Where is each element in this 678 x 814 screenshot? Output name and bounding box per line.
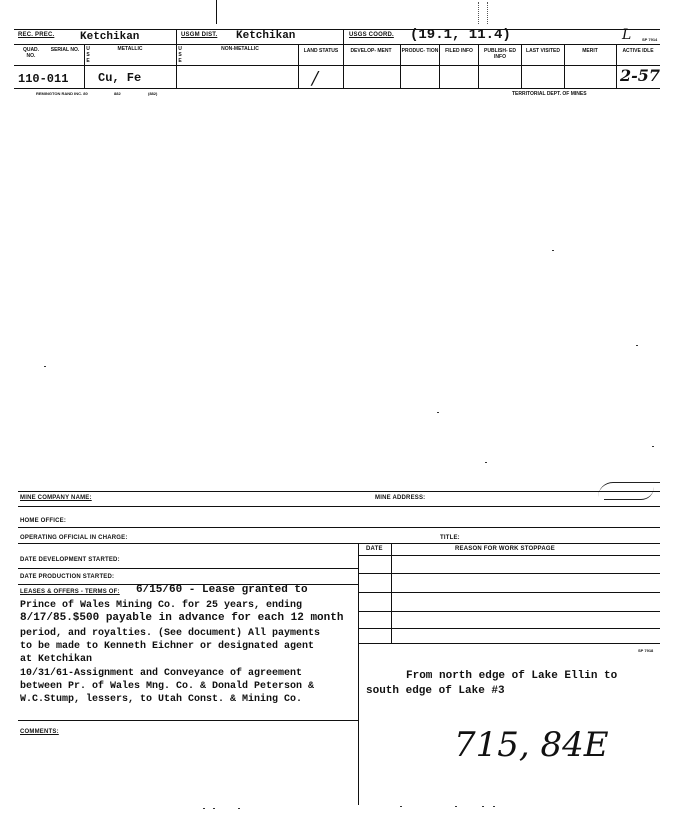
operating-official-label: OPERATING OFFICIAL IN CHARGE: xyxy=(20,535,128,541)
rec-prec-value: Ketchikan xyxy=(80,31,140,43)
record-land-status: / xyxy=(312,68,319,89)
title-label: TITLE: xyxy=(440,535,460,541)
col-merit: MERIT xyxy=(582,48,598,54)
col-serial-no: SERIAL NO. xyxy=(50,47,80,53)
lease-line-7: 10/31/61-Assignment and Conveyance of agreement xyxy=(20,668,303,679)
mine-company-label: MINE COMPANY NAME: xyxy=(20,495,92,501)
top-dotted-mark xyxy=(478,2,488,24)
lease-line-8: between Pr. of Wales Mng. Co. & Donald Peterson & xyxy=(20,681,315,692)
date-dev-label: DATE DEVELOPMENT STARTED: xyxy=(20,557,120,563)
form-code-bottom: SP 7918 xyxy=(638,648,654,653)
col-metallic: METALLIC xyxy=(117,46,143,52)
corner-mark: L xyxy=(622,27,632,43)
lease-line-2: Prince of Wales Mining Co. for 25 years, ending xyxy=(20,600,303,611)
col-filed-info: FILED INFO xyxy=(445,48,473,54)
usgs-coord-label: USGS COORD. xyxy=(349,32,394,38)
col-production: PRODUC- TION xyxy=(401,48,439,54)
printer-code: 882 xyxy=(114,91,121,96)
form-code-top: SP 7914 xyxy=(642,37,658,42)
record-quad-serial: 110-011 xyxy=(18,72,69,86)
reason-col-label: REASON FOR WORK STOPPAGE xyxy=(455,546,555,552)
col-non-metallic: NON-METALLIC xyxy=(221,46,259,52)
location-line-1: From north edge of Lake Ellin to xyxy=(406,670,618,682)
col-quad-no: QUAD. NO. xyxy=(22,47,40,59)
col-last-visited: LAST VISITED xyxy=(526,48,560,54)
comments-label: COMMENTS: xyxy=(20,729,59,735)
usgs-coord-value: (19.1, 11.4) xyxy=(410,27,511,43)
location-line-2: south edge of Lake #3 xyxy=(366,685,505,697)
rec-prec-label: REC. PREC. xyxy=(18,32,55,38)
lease-line-1: 6/15/60 - Lease granted to xyxy=(136,584,308,596)
record-active-idle: 2-57 xyxy=(620,66,661,85)
handwritten-number: 715, 84E xyxy=(454,725,609,765)
col-published-info: PUBLISH- ED INFO xyxy=(484,48,516,60)
col-development: DEVELOP- MENT xyxy=(350,48,392,54)
usgm-dist-label: USGM DIST. xyxy=(181,32,218,38)
usgm-dist-value: Ketchikan xyxy=(236,30,296,42)
lease-line-3: 8/17/85.$500 payable in advance for each 12 month xyxy=(20,612,344,624)
date-prod-label: DATE PRODUCTION STARTED: xyxy=(20,574,115,580)
printer-code-2: (882) xyxy=(148,91,158,96)
lease-line-6: at Ketchikan xyxy=(20,654,93,665)
date-col-label: DATE xyxy=(366,546,383,552)
lease-line-4: period, and royalties. (See document) All payments xyxy=(20,628,321,639)
lease-line-5: to be made to Kenneth Eichner or designated agent xyxy=(20,641,315,652)
col-active-idle: ACTIVE IDLE xyxy=(622,48,654,54)
leases-label: LEASES & OFFERS - TERMS OF: xyxy=(20,589,120,595)
printer-label: REMINGTON RAND INC. 80 xyxy=(36,91,88,96)
mine-address-label: MINE ADDRESS: xyxy=(375,495,426,501)
home-office-label: HOME OFFICE: xyxy=(20,518,67,524)
col-land-status: LAND STATUS xyxy=(303,48,339,54)
territorial-label: TERRITORIAL DEPT. OF MINES xyxy=(512,91,587,97)
col-use-metallic: U S E xyxy=(86,46,90,64)
lease-line-9: W.C.Stump, lessers, to Utah Const. & Mining Co. xyxy=(20,694,303,705)
col-use-nonmetallic: U S E xyxy=(178,46,182,64)
record-metallic: Cu, Fe xyxy=(98,71,142,85)
